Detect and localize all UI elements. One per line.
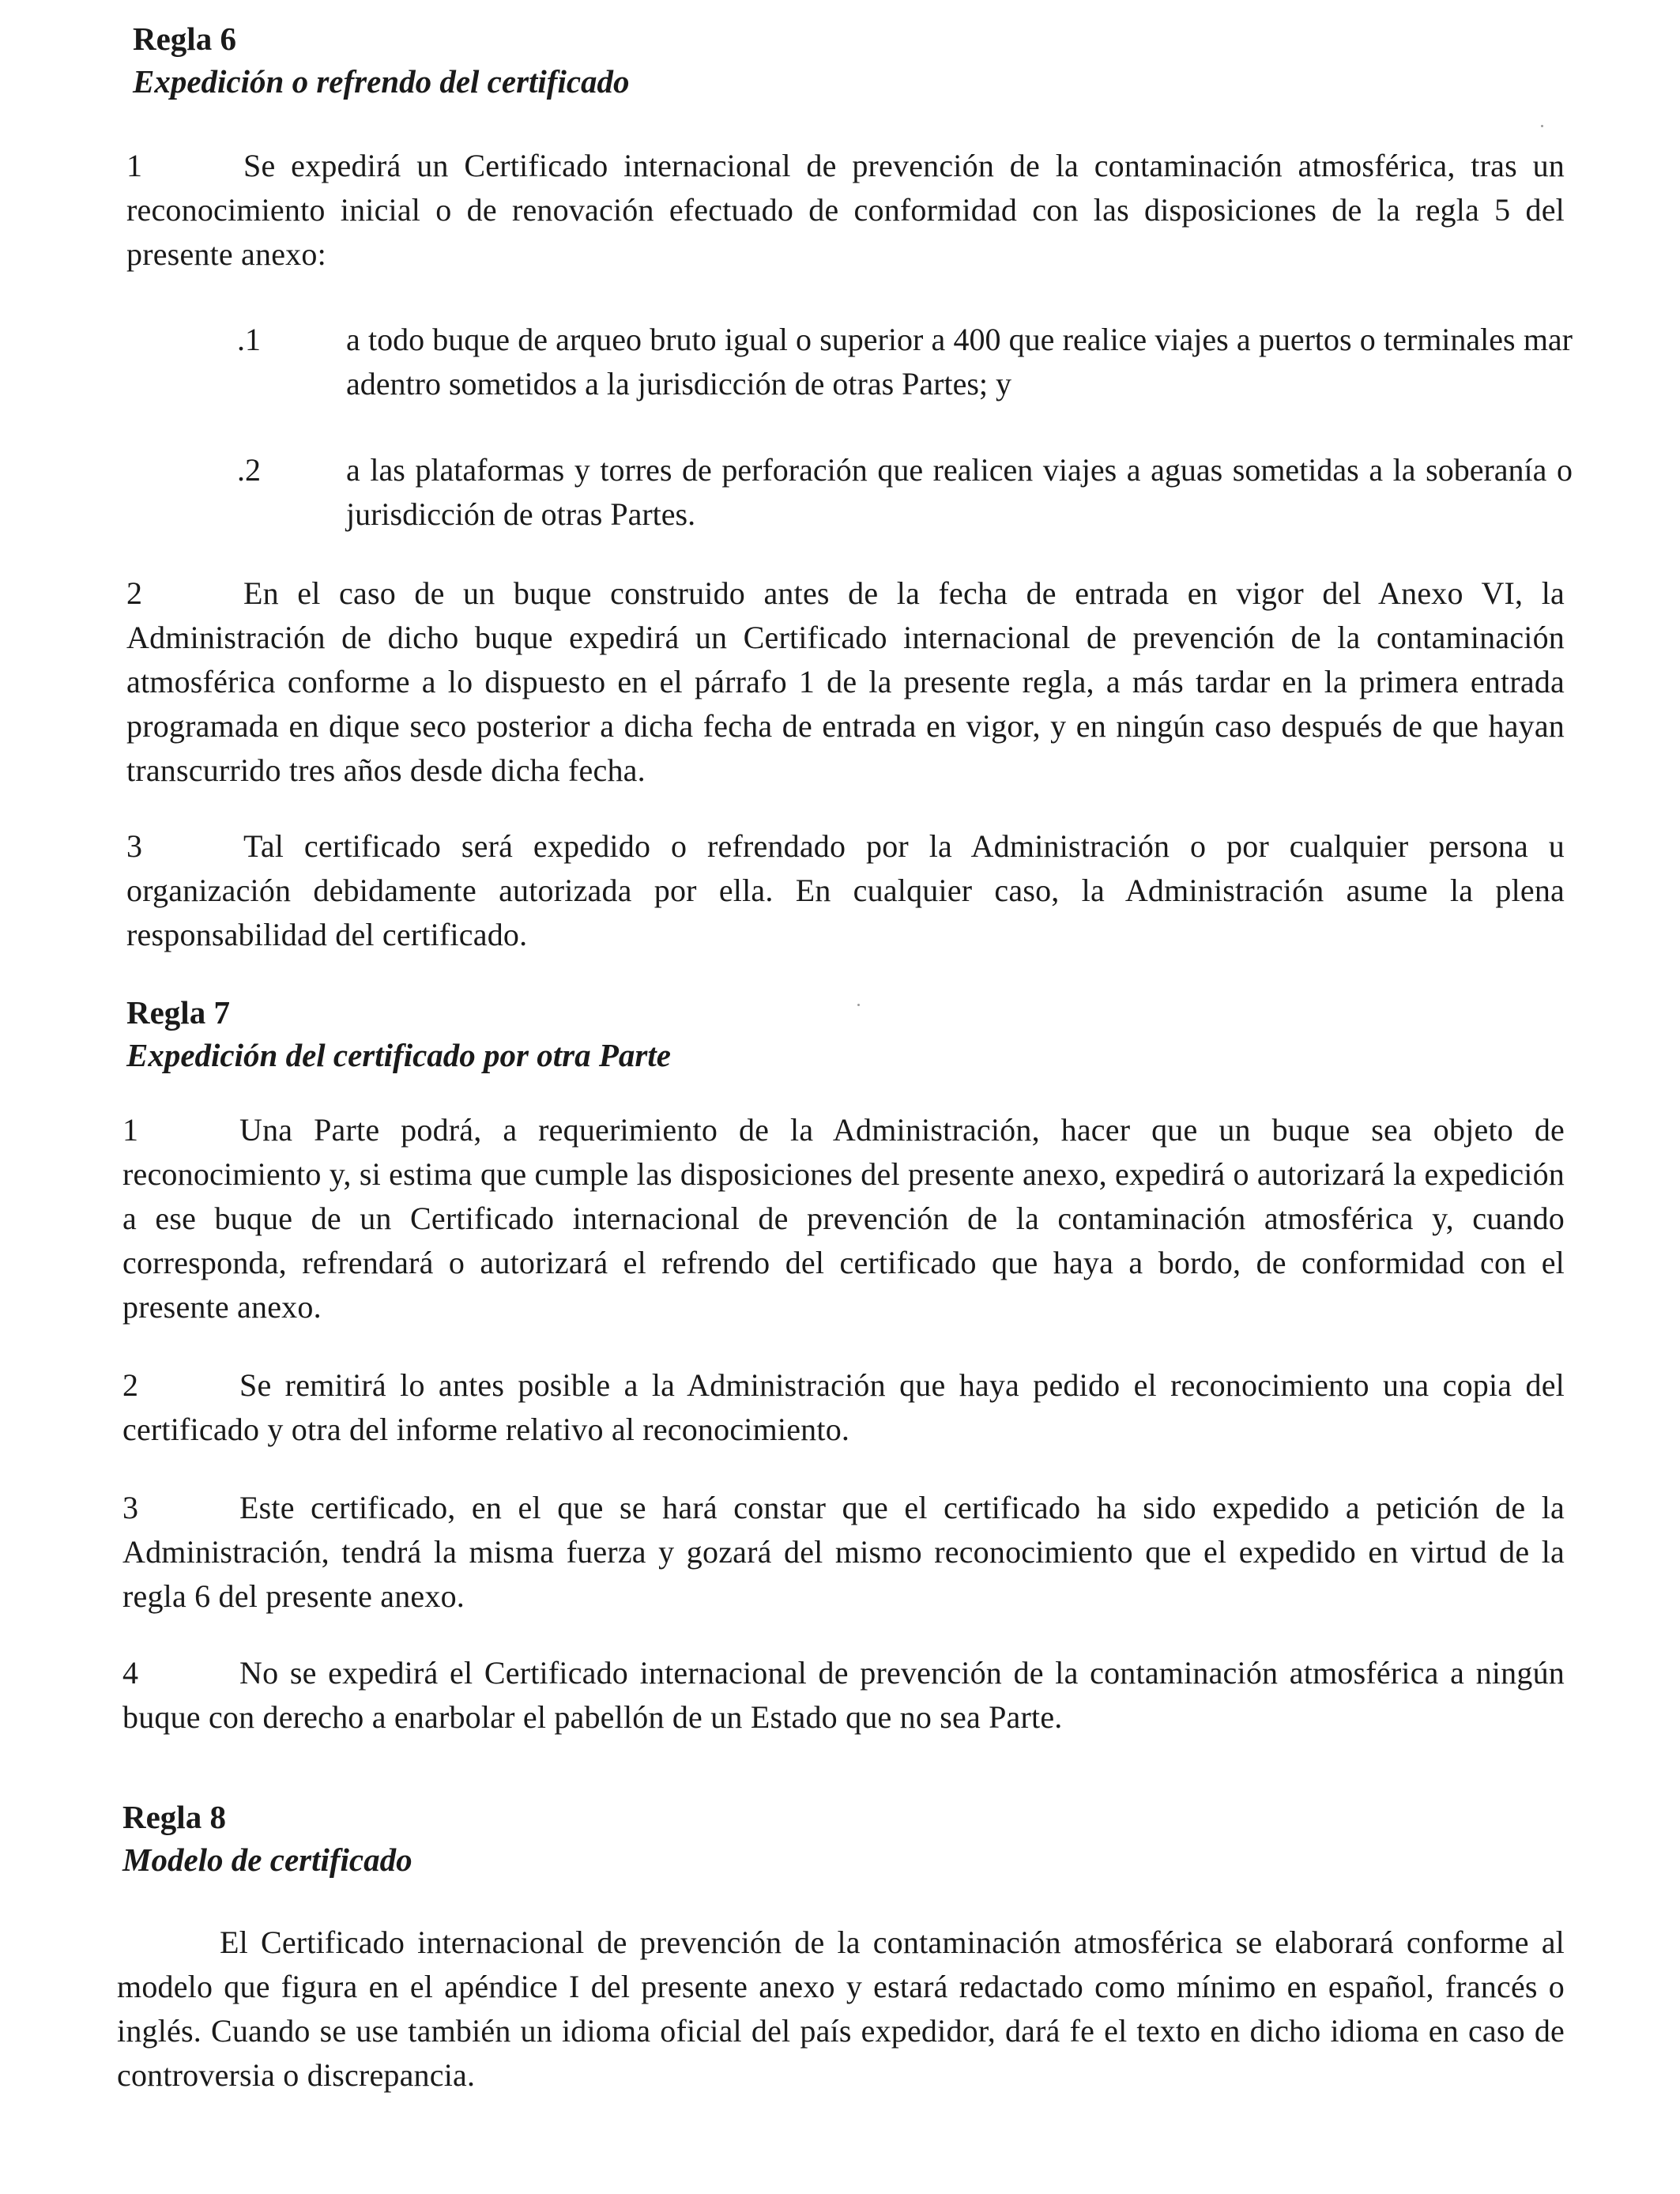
regla7-paragraph-1: [122, 1108, 1565, 1329]
paragraph-number: 1: [126, 148, 143, 183]
paragraph-number: 2: [126, 575, 143, 611]
regla6-heading: Regla 6: [133, 21, 236, 57]
paragraph-text: Se remitirá lo antes posible a la Administración que haya pedido el reconocimiento una copia del certificado y otra del informe relativo al reconocimiento.: [122, 1367, 1565, 1447]
paragraph-text: Una Parte podrá, a requerimiento de la Administración, hacer que un buque sea objeto de reconocimiento y, si estima que cumple las disposiciones del presente anexo, expedirá o autorizará la expedición a ese buque de un Certificado internacional de prevención de la contaminación atmosférica y, cuando corresponda, refrendará o autorizará el refrendo del certificado que haya a bordo, de conformidad con el presente anexo.: [122, 1112, 1565, 1325]
paragraph-number: 2: [122, 1367, 139, 1403]
regla8-title: Modelo de certificado: [122, 1842, 412, 1878]
regla8-paragraph-1: [117, 1921, 1565, 2098]
regla6-paragraph-2: [126, 571, 1565, 793]
regla7-header: [126, 991, 1573, 1076]
paragraph-text: En el caso de un buque construido antes de la fecha de entrada en vigor del Anexo VI, la Administración de dicho buque expedirá un Certificado internacional de prevención de la contaminación atmosférica conforme a lo dispuesto en el párrafo 1 de la presente regla, a más tardar en la primera entrada programada en dique seco posterior a dicha fecha de entrada en vigor, y en ningún caso después de que hayan transcurrido tres años desde dicha fecha.: [126, 575, 1565, 788]
regla6-header: [133, 17, 1579, 103]
regla6-item-2: [237, 448, 1573, 537]
item-text: a las plataformas y torres de perforación que realicen viajes a aguas sometidas a la soberanía o jurisdicción de otras Partes.: [346, 452, 1573, 532]
paragraph-text: Tal certificado será expedido o refrendado por la Administración o por cualquier persona u organización debidamente autorizada por ella. En cualquier caso, la Administración asume la plena responsabilidad del certificado.: [126, 828, 1565, 952]
regla7-title: Expedición del certificado por otra Parte: [126, 1037, 671, 1073]
paragraph-text: Se expedirá un Certificado internacional de prevención de la contaminación atmosférica, tras un reconocimiento inicial o de renovación efectuado de conformidad con las disposiciones de la regla 5 del presente anexo:: [126, 148, 1565, 272]
regla6-item-1: [237, 318, 1573, 406]
regla7-paragraph-3: [122, 1486, 1565, 1619]
regla6-paragraph-3: [126, 824, 1565, 957]
scan-speck: [857, 1004, 860, 1006]
paragraph-text: Este certificado, en el que se hará constar que el certificado ha sido expedido a petición de la Administración, tendrá la misma fuerza y gozará del mismo reconocimiento que el expedido en virtud de la regla 6 del presente anexo.: [122, 1490, 1565, 1614]
regla8-header: [122, 1796, 1569, 1881]
paragraph-number: 1: [122, 1112, 139, 1148]
item-number: .1: [237, 322, 261, 357]
regla7-paragraph-4: [122, 1651, 1565, 1740]
paragraph-text: No se expedirá el Certificado internacional de prevención de la contaminación atmosférica a ningún buque con derecho a enarbolar el pabellón de un Estado que no sea Parte.: [122, 1655, 1565, 1735]
paragraph-text: El Certificado internacional de prevención de la contaminación atmosférica se elaborará conforme al modelo que figura en el apéndice I del presente anexo y estará redactado como mínimo en español, francés o inglés. Cuando se use también un idioma oficial del país expedidor, dará fe el texto en dicho idioma en caso de controversia o discrepancia.: [117, 1924, 1565, 2093]
paragraph-number: 4: [122, 1655, 139, 1691]
item-number: .2: [237, 452, 261, 488]
regla7-heading: Regla 7: [126, 994, 230, 1031]
paragraph-number: 3: [126, 828, 143, 864]
regla6-paragraph-1: [126, 144, 1565, 277]
regla8-heading: Regla 8: [122, 1799, 226, 1835]
scan-speck: [1541, 125, 1543, 127]
regla7-paragraph-2: [122, 1363, 1565, 1452]
regla6-title: Expedición o refrendo del certificado: [133, 63, 630, 100]
item-text: a todo buque de arqueo bruto igual o superior a 400 que realice viajes a puertos o terminales mar adentro sometidos a la jurisdicción de otras Partes; y: [346, 322, 1573, 401]
paragraph-number: 3: [122, 1490, 139, 1525]
